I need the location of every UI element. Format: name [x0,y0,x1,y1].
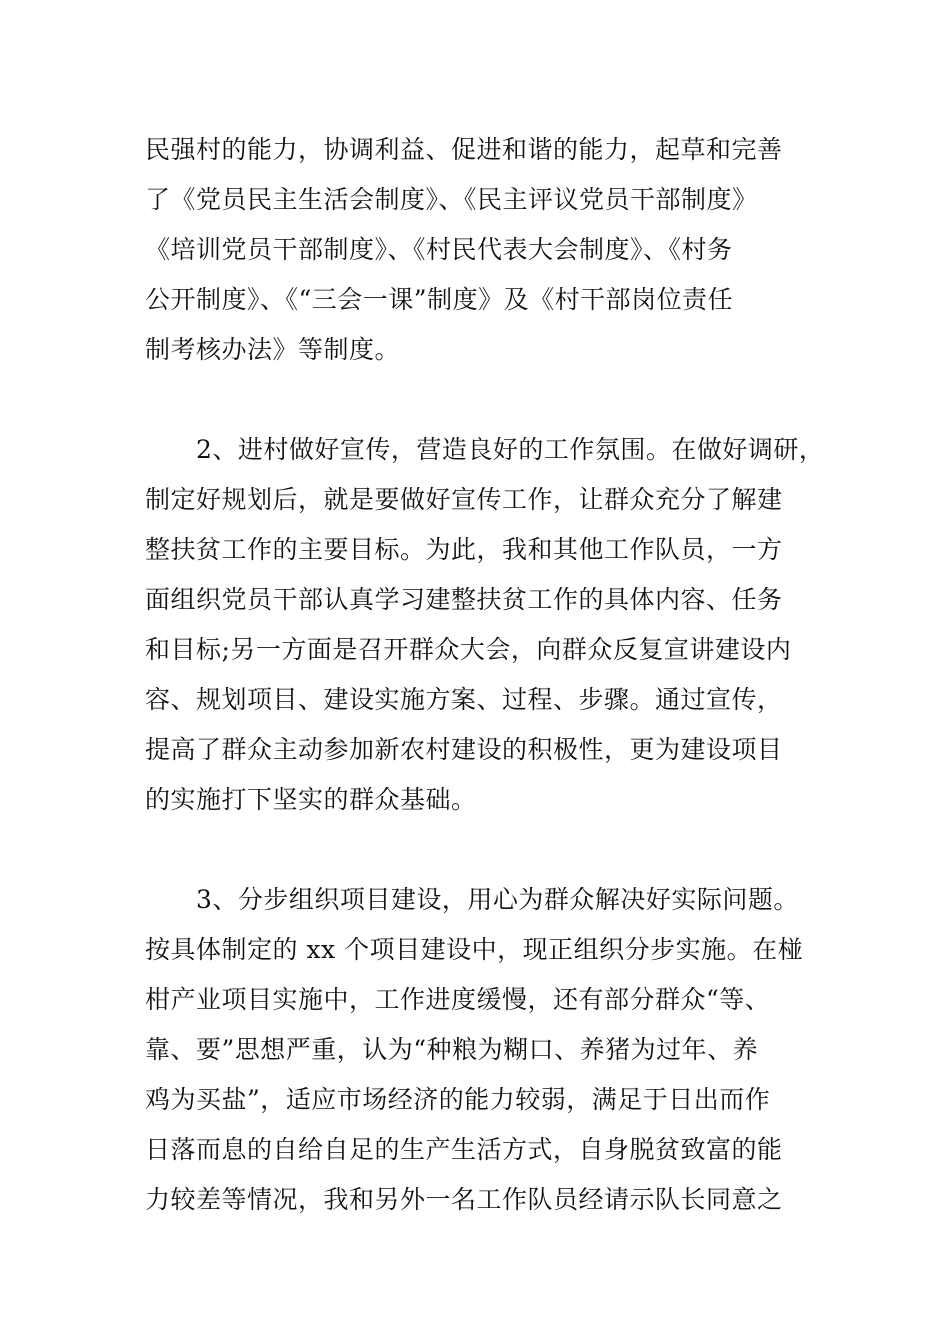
paragraph-3-line-4: 靠、要”思想严重，认为“种粮为糊口、养猪为过年、养 [145,1035,759,1064]
paragraph-2-line-5: 和目标;另一方面是召开群众大会，向群众反复宣讲建设内 [145,635,792,664]
paragraph-2-line-7: 提高了群众主动参加新农村建设的积极性，更为建设项目 [145,735,783,764]
paragraph-1-line-4: 公开制度》、《“三会一课”制度》及《村干部岗位责任 [145,285,734,314]
paragraph-2-line-4: 面组织党员干部认真学习建整扶贫工作的具体内容、任务 [145,585,783,614]
paragraph-1-line-3: 《培训党员干部制度》、《村民代表大会制度》、《村务 [145,235,733,264]
paragraph-2-line-2: 制定好规划后，就是要做好宣传工作，让群众充分了解建 [145,485,783,514]
paragraph-1-line-2: 了《党员民主生活会制度》、《民主评议党员干部制度》 [145,185,758,214]
paragraph-1-line-1: 民强村的能力，协调利益、促进和谐的能力，起草和完善 [145,135,783,164]
paragraph-1-line-5: 制考核办法》等制度。 [145,335,401,364]
paragraph-3-line-7: 力较差等情况，我和另外一名工作队员经请示队长同意之 [145,1185,783,1214]
paragraph-2-line-6: 容、规划项目、建设实施方案、过程、步骤。通过宣传， [145,685,783,714]
paragraph-3-line-3: 柑产业项目实施中，工作进度缓慢，还有部分群众“等、 [145,985,771,1014]
paragraph-3-line-2: 按具体制定的 xx 个项目建设中，现正组织分步实施。在椪 [145,935,804,964]
paragraph-3-line-6: 日落而息的自给自足的生产生活方式，自身脱贫致富的能 [145,1135,783,1164]
paragraph-2-line-1: 2、进村做好宣传，营造良好的工作氛围。在做好调研， [196,435,825,464]
paragraph-3-line-5: 鸡为买盐”，适应市场经济的能力较弱，满足于日出而作 [145,1085,771,1114]
paragraph-3-line-1: 3、分步组织项目建设，用心为群众解决好实际问题。 [196,885,799,914]
paragraph-2-line-3: 整扶贫工作的主要目标。为此，我和其他工作队员，一方 [145,535,783,564]
paragraph-2-line-8: 的实施打下坚实的群众基础。 [145,785,477,814]
